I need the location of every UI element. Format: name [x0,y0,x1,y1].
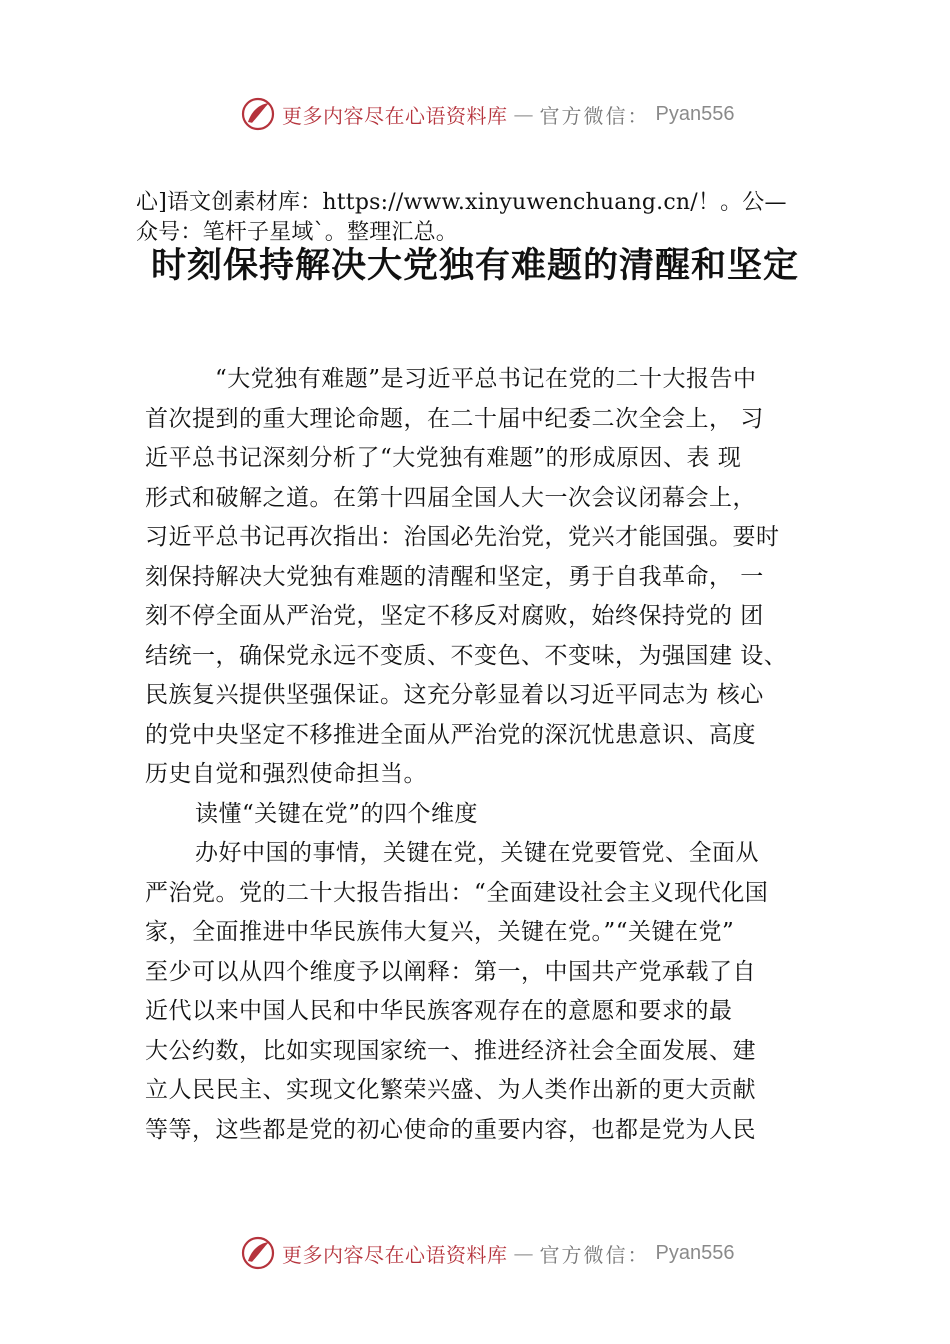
paragraph-line: 大公约数，比如实现国家统一、推进经济社会全面发展、建 [145,1037,756,1064]
paragraph-line: 等等，这些都是党的初心使命的重要内容，也都是党为人民 [145,1116,756,1143]
paragraph-line: 刻不停全面从严治党，坚定不移反对腐败，始终保持党的 团 [145,603,764,629]
wechat-id: Pyan556 [655,1241,735,1264]
brand-logo-icon [240,96,276,132]
paragraph-line: 立人民民主、实现文化繁荣兴盛、为人类作出新的更大贡献 [145,1077,756,1103]
paragraph-line: 习近平总书记再次指出：治国必先治党，党兴才能国强。要时 [145,524,780,550]
source-line: 心]语文创素材库：https://www.xinyuwenchuang.cn/！。公— [136,190,787,215]
brand-logo-icon [240,1235,276,1271]
paragraph-line: 历史自觉和强烈使命担当。 [145,761,427,787]
header-watermark [240,94,734,134]
paragraph-line: 民族复兴提供坚强保证。这充分彰显着以习近平同志为 核心 [145,682,764,708]
paragraph-line: 的党中央坚定不移推进全面从严治党的深沉忧患意识、高度 [145,721,756,748]
article-body [145,360,835,1150]
paragraph-line: 结统一，确保党永远不变质、不变色、不变味，为强国建 设、 [145,642,788,669]
watermark-dash: — [513,102,534,126]
document-title: 时刻保持解决大党独有难题的清醒和坚定 [150,245,799,286]
footer-watermark [240,1233,734,1273]
paragraph-line: 近代以来中国人民和中华民族客观存在的意愿和要求的最 [145,998,733,1024]
paragraph-line: 严治党。党的二十大报告指出：“全面建设社会主义现代化国 [145,879,769,906]
paragraph-line: 近平总书记深刻分析了“大党独有难题”的形成原因、表 现 [145,445,742,471]
paragraph-line: 刻保持解决大党独有难题的清醒和坚定，勇于自我革命， 一 [145,563,764,590]
wechat-label: 官方微信： [539,103,650,128]
wechat-label: 官方微信： [539,1242,650,1267]
paragraph-line: “大党独有难题”是习近平总书记在党的二十大报告中 [215,366,757,392]
paragraph-line: 形式和破解之道。在第十四届全国人大一次会议闭幕会上， [145,484,756,511]
section-subheading: 读懂“关键在党”的四个维度 [195,800,479,827]
watermark-text: 更多内容尽在心语资料库 [282,103,508,128]
paragraph-line: 首次提到的重大理论命题，在二十届中纪委二次全会上， 习 [145,405,764,432]
watermark-dash: — [513,1241,534,1265]
paragraph-line: 家，全面推进中华民族伟大复兴，关键在党。”“关键在党” [145,919,735,945]
wechat-id: Pyan556 [655,102,735,125]
source-line: 众号：笔杆子星域`。整理汇总。 [136,220,459,245]
paragraph-line: 办好中国的事情，关键在党，关键在党要管党、全面从 [195,840,759,866]
paragraph-line: 至少可以从四个维度予以阐释：第一，中国共产党承载了自 [145,958,756,985]
watermark-text: 更多内容尽在心语资料库 [282,1242,508,1267]
